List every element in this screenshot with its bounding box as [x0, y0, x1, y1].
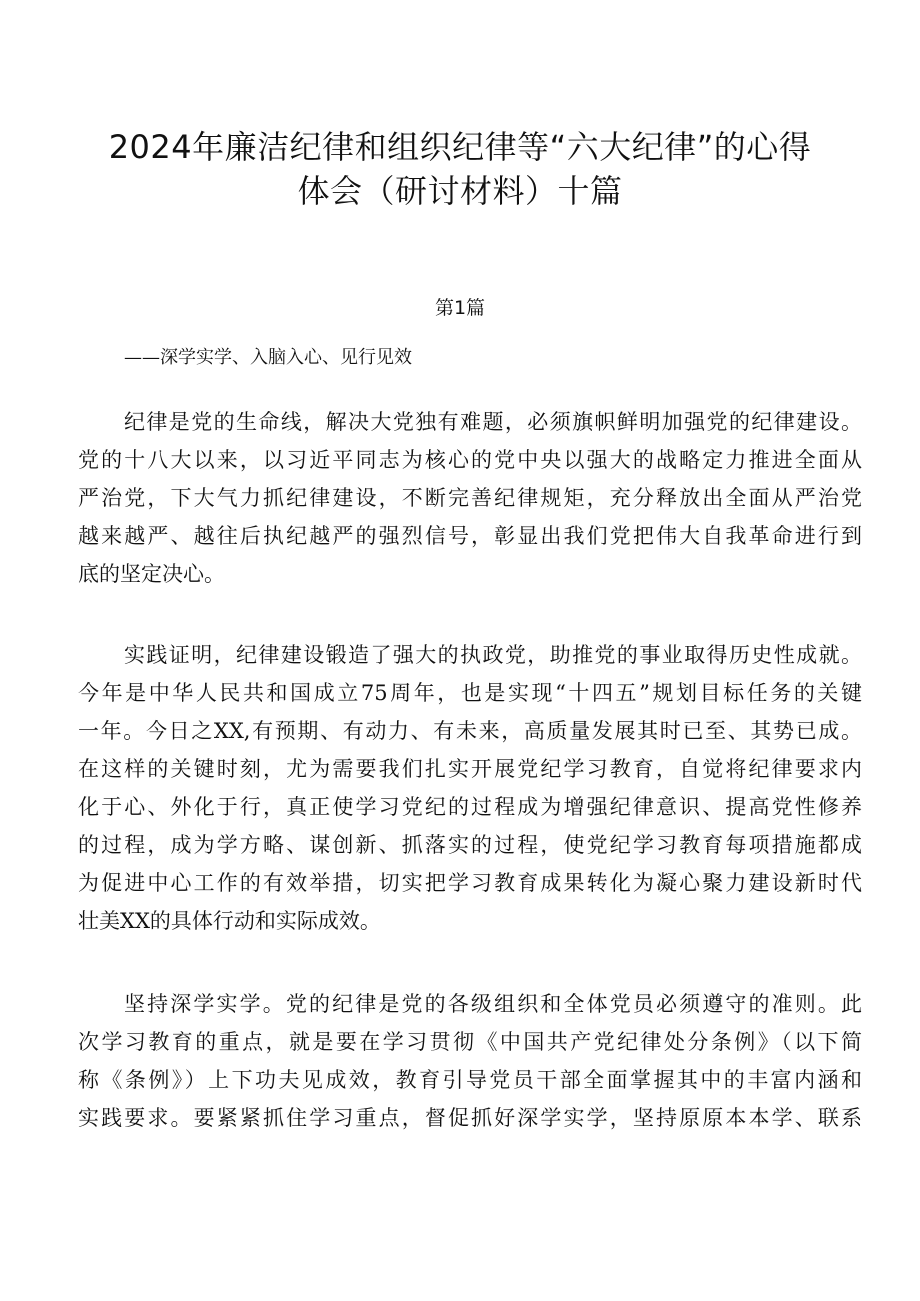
paragraph-line: 党的十八大以来，以习近平同志为核心的党中央以强大的战略定力推进全面从 — [78, 448, 862, 472]
paragraph-line: 纪律是党的生命线，解决大党独有难题，必须旗帜鲜明加强党的纪律建设。 — [124, 410, 862, 434]
paragraph-line: 越来越严、越往后执纪越严的强烈信号，彰显出我们党把伟大自我革命进行到 — [78, 524, 862, 548]
paragraph-line: 严治党，下大气力抓纪律建设，不断完善纪律规矩，充分释放出全面从严治党 — [78, 486, 862, 510]
paragraph-3 — [78, 985, 862, 1137]
paragraph-line: 实践证明，纪律建设锻造了强大的执政党，助推党的事业取得历史性成就。 — [124, 643, 862, 667]
paragraph-line: 一年。今日之XX,有预期、有动力、有未来，高质量发展其时已至、其势已成。 — [78, 719, 862, 743]
document-title-line-2: 体会（研讨材料）十篇 — [297, 172, 623, 210]
paragraph-line: 的过程，成为学方略、谋创新、抓落实的过程，使党纪学习教育每项措施都成 — [78, 833, 862, 857]
paragraph-line: 在这样的关键时刻，尤为需要我们扎实开展党纪学习教育，自觉将纪律要求内 — [78, 757, 862, 781]
paragraph-line: 底的坚定决心。 — [78, 562, 225, 586]
paragraph-2 — [78, 636, 862, 940]
paragraph-line: 实践要求。要紧紧抓住学习重点，督促抓好深学实学，坚持原原本本学、联系 — [78, 1106, 862, 1130]
chapter-heading: 第1篇 — [434, 297, 486, 319]
paragraph-line: 壮美XX的具体行动和实际成效。 — [78, 909, 381, 933]
paragraph-line: 化于心、外化于行，真正使学习党纪的过程成为增强纪律意识、提高党性修养 — [78, 795, 862, 819]
document-title-line-1: 2024年廉洁纪律和组织纪律等“六大纪律”的心得 — [108, 128, 812, 166]
paragraph-line: 称《条例》）上下功夫见成效，教育引导党员干部全面掌握其中的丰富内涵和 — [78, 1068, 862, 1092]
paragraph-line: 今年是中华人民共和国成立75周年，也是实现“十四五”规划目标任务的关键 — [78, 681, 862, 705]
chapter-subtitle: ——深学实学、入脑入心、见行见效 — [124, 347, 412, 368]
paragraph-line: 次学习教育的重点，就是要在学习贯彻《中国共产党纪律处分条例》（以下简 — [78, 1030, 862, 1054]
paragraph-line: 为促进中心工作的有效举措，切实把学习教育成果转化为凝心聚力建设新时代 — [78, 871, 862, 895]
paragraph-1 — [78, 403, 862, 593]
paragraph-line: 坚持深学实学。党的纪律是党的各级组织和全体党员必须遵守的准则。此 — [124, 992, 862, 1016]
